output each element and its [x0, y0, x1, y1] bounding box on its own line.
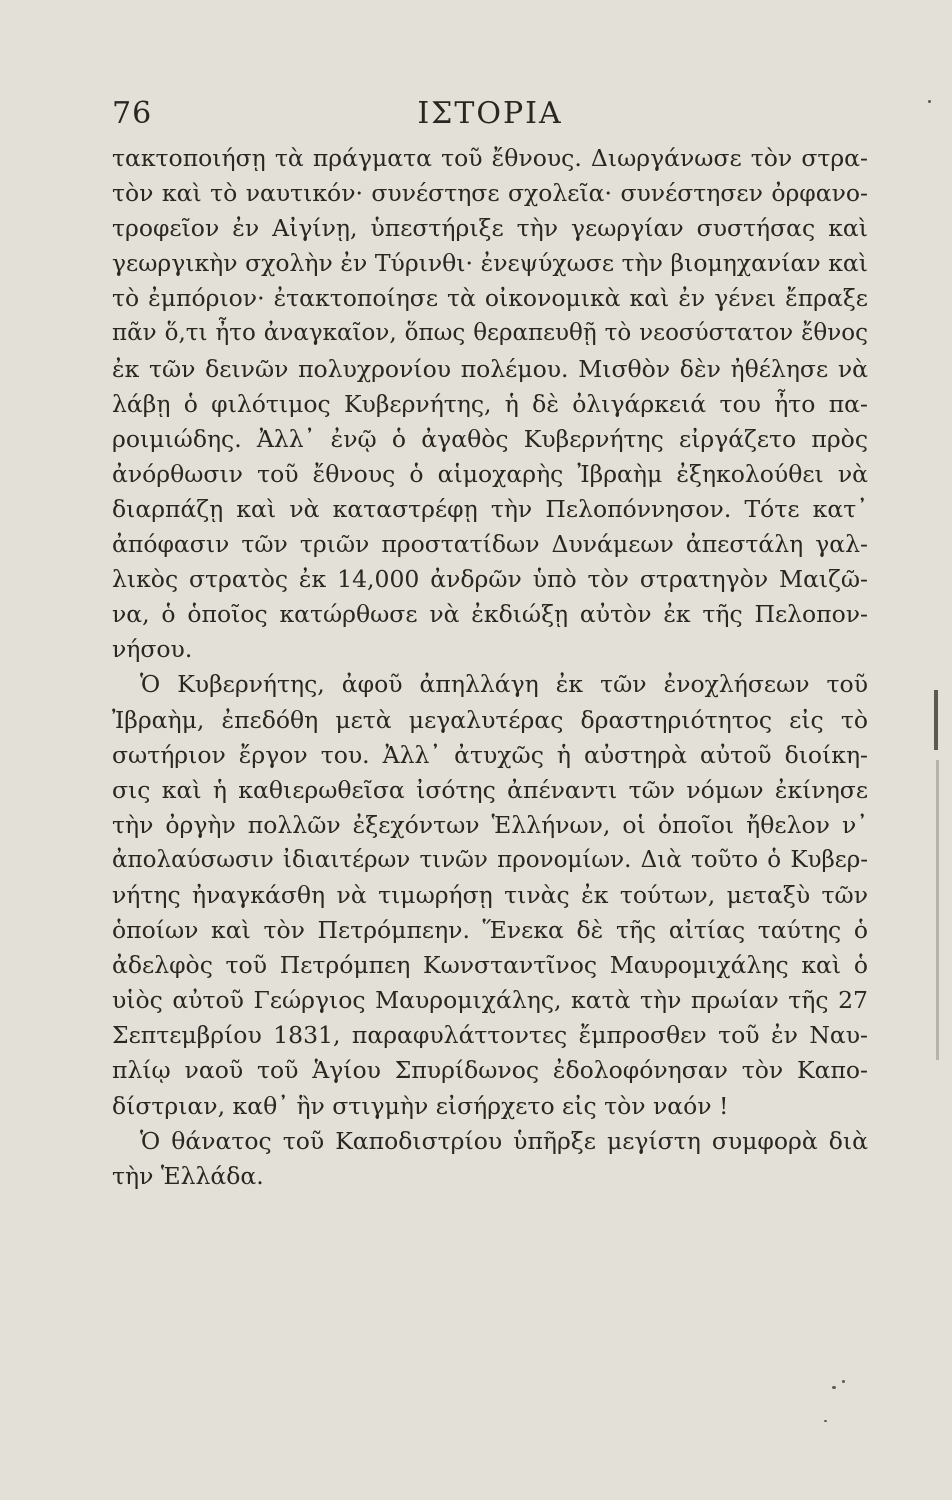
text-line: τροφεῖον ἐν Αἰγίνῃ, ὑπεστήριξε τὴν γεωργίαν συστήσας καὶ: [112, 214, 868, 243]
margin-mark: [936, 760, 939, 1060]
page-header: [112, 96, 868, 146]
body-text: [112, 141, 868, 1194]
ink-spot: [832, 1386, 836, 1389]
text-line: τακτοποιήσῃ τὰ πράγματα τοῦ ἔθνους. Διωργάνωσε τὸν στρα-: [112, 144, 868, 172]
running-title: ΙΣΤΟΡΙΑ: [417, 96, 563, 131]
text-line: τὸ ἐμπόριον· ἐτακτοποίησε τὰ οἰκονομικὰ καὶ ἐν γένει ἔπραξε: [112, 284, 868, 313]
text-line: ἀδελφὸς τοῦ Πετρόμπεη Κωνσταντῖνος Μαυρομιχάλης καὶ ὁ: [112, 951, 868, 980]
text-line: τὸν καὶ τὸ ναυτικόν· συνέστησε σχολεῖα· συνέστησεν ὀρφανο-: [112, 179, 868, 208]
paragraph-end-line: νήσου.: [112, 635, 193, 664]
paragraph-start-line: Ὁ Κυβερνήτης, ἀφοῦ ἀπηλλάγη ἐκ τῶν ἐνοχλήσεων τοῦ: [140, 670, 868, 699]
ink-spot: [928, 100, 931, 103]
margin-mark: [934, 690, 938, 750]
text-line: ὁποίων καὶ τὸν Πετρόμπεην. Ἕνεκα δὲ τῆς αἰτίας ταύτης ὁ: [112, 916, 868, 945]
text-line: λικὸς στρατὸς ἐκ 14,000 ἀνδρῶν ὑπὸ τὸν στρατηγὸν Μαιζῶ-: [112, 565, 868, 594]
text-line: λάβῃ ὁ φιλότιμος Κυβερνήτης, ἡ δὲ ὀλιγάρκειά του ἦτο πα-: [112, 389, 868, 418]
text-line: Σεπτεμβρίου 1831, παραφυλάττοντες ἔμπροσθεν τοῦ ἐν Ναυ-: [112, 1021, 868, 1050]
paragraph-end-line: τὴν Ἑλλάδα.: [112, 1161, 264, 1190]
text-line: να, ὁ ὁποῖος κατώρθωσε νὰ ἐκδιώξῃ αὐτὸν ἐκ τῆς Πελοπον-: [112, 600, 868, 629]
text-line: νήτης ἠναγκάσθη νὰ τιμωρήσῃ τινὰς ἐκ τούτων, μεταξὺ τῶν: [112, 880, 868, 909]
ink-spot: [842, 1380, 845, 1383]
text-line: υἱὸς αὐτοῦ Γεώργιος Μαυρομιχάλης, κατὰ τὴν πρωίαν τῆς 27: [112, 986, 868, 1015]
page-number: 76: [112, 96, 153, 131]
text-line: Ἰβραὴμ, ἐπεδόθη μετὰ μεγαλυτέρας δραστηριότητος εἰς τὸ: [112, 705, 868, 734]
paragraph-end-line: δίστριαν, καθ᾽ ἣν στιγμὴν εἰσήρχετο εἰς τὸν ναόν !: [112, 1091, 729, 1120]
text-line: ἀπολαύσωσιν ἰδιαιτέρων τινῶν προνομίων. Διὰ τοῦτο ὁ Κυβερ-: [112, 846, 868, 873]
text-line: τὴν ὀργὴν πολλῶν ἐξεχόντων Ἑλλήνων, οἱ ὁποῖοι ἤθελον ν᾽: [112, 810, 868, 839]
text-line: ροιμιώδης. Ἀλλ᾽ ἐνῷ ὁ ἀγαθὸς Κυβερνήτης εἰργάζετο πρὸς: [112, 424, 868, 453]
text-line: πλίῳ ναοῦ τοῦ Ἁγίου Σπυρίδωνος ἐδολοφόνησαν τὸν Καπο-: [112, 1056, 868, 1085]
text-line: διαρπάζῃ καὶ νὰ καταστρέφῃ τὴν Πελοπόννησον. Τότε κατ᾽: [112, 494, 868, 523]
text-line: ἐκ τῶν δεινῶν πολυχρονίου πολέμου. Μισθὸν δὲν ἠθέλησε νὰ: [112, 354, 868, 383]
text-line: γεωργικὴν σχολὴν ἐν Τύρινθι· ἐνεψύχωσε τὴν βιομηχανίαν καὶ: [112, 249, 868, 278]
text-line: πᾶν ὅ,τι ἦτο ἀναγκαῖον, ὅπως θεραπευθῇ τὸ νεοσύστατον ἔθνος: [112, 320, 868, 347]
text-line: σις καὶ ἡ καθιερωθεῖσα ἰσότης ἀπέναντι τῶν νόμων ἐκίνησε: [112, 775, 868, 804]
text-line: σωτήριον ἔργον του. Ἀλλ᾽ ἀτυχῶς ἡ αὐστηρὰ αὐτοῦ διοίκη-: [112, 740, 868, 769]
ink-spot: [824, 1420, 827, 1422]
paragraph-start-line: Ὁ θάνατος τοῦ Καποδιστρίου ὑπῆρξε μεγίστη συμφορὰ διὰ: [140, 1126, 868, 1155]
text-line: ἀνόρθωσιν τοῦ ἔθνους ὁ αἱμοχαρὴς Ἰβραὴμ ἐξηκολούθει νὰ: [112, 459, 868, 488]
text-line: ἀπόφασιν τῶν τριῶν προστατίδων Δυνάμεων ἀπεστάλη γαλ-: [112, 530, 868, 559]
